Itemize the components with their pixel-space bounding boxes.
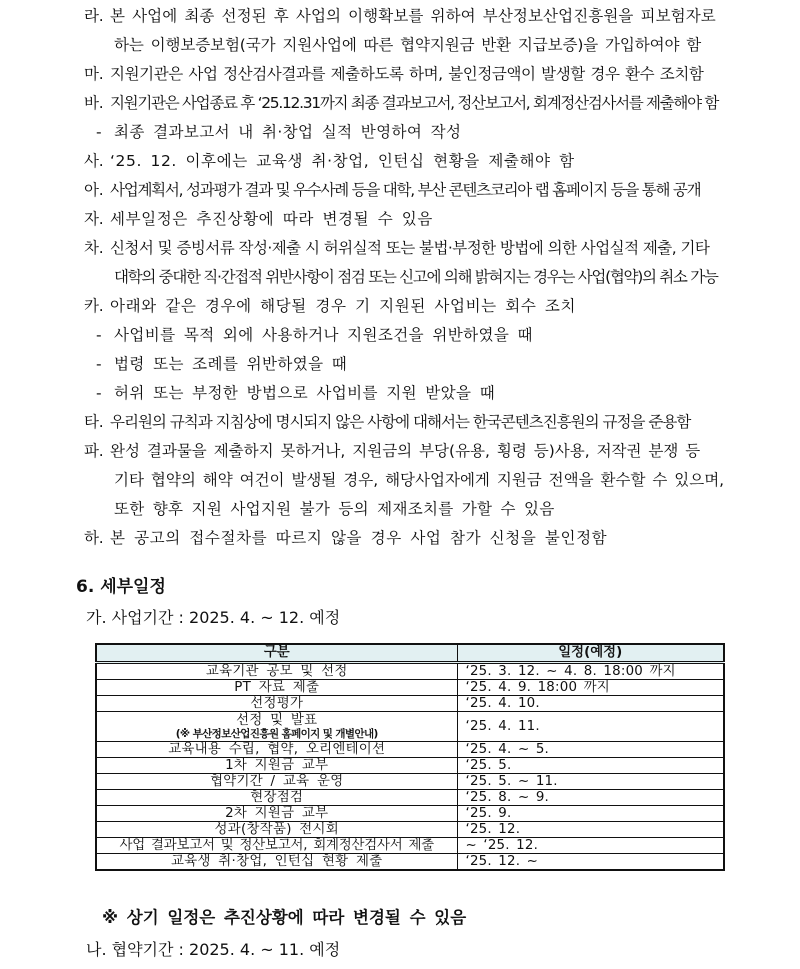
table-row [96, 758, 724, 774]
date-cell: ‘25. 4. 11. [457, 712, 724, 742]
item-label: 바. [84, 94, 104, 112]
item-continuation: 대학의 중대한 직·간접적 위반사항이 점검 또는 신고에 의해 밝혀지는 경우는 사업(협약)의 취소 가능 [114, 268, 718, 286]
dash-bullet: - [96, 355, 102, 373]
item-label: 마. [84, 65, 104, 83]
table-row [96, 742, 724, 758]
item-text: 사업계획서, 성과평가 결과 및 우수사례 등을 대학, 부산 콘텐츠코리아 랩 홈페이지 등을 통해 공개 [110, 181, 701, 199]
date-cell: ‘25. 4. 9. 18:00 까지 [457, 680, 724, 696]
category-cell: 현장점검 [96, 790, 457, 806]
dash-bullet: - [96, 123, 102, 141]
table-header-row [96, 644, 724, 663]
category-cell: 협약기간 / 교육 운영 [96, 774, 457, 790]
table-row [96, 854, 724, 871]
schedule-change-note: ※ 상기 일정은 추진상황에 따라 변경될 수 있음 [102, 908, 467, 927]
item-label: 자. [84, 210, 104, 228]
category-cell: PT 자료 제출 [96, 680, 457, 696]
date-cell: ‘25. 9. [457, 806, 724, 822]
dash-bullet: - [96, 384, 102, 402]
category-cell: 성과(창작품) 전시회 [96, 822, 457, 838]
table-row [96, 838, 724, 854]
item-text: 지원기관은 사업 정산검사결과를 제출하도록 하며, 불인정금액이 발생할 경우 환수 조치함 [110, 65, 704, 83]
date-cell: ‘25. 4. 10. [457, 696, 724, 712]
category-cell: 2차 지원금 교부 [96, 806, 457, 822]
table-row [96, 680, 724, 696]
category-cell: 사업 결과보고서 및 정산보고서, 회계정산검사서 제출 [96, 838, 457, 854]
date-cell: ‘25. 12. ~ [457, 854, 724, 871]
table-row [96, 806, 724, 822]
category-cell [96, 712, 457, 742]
item-label: 카. [84, 297, 104, 315]
item-label: 차. [84, 239, 104, 257]
category-cell: 교육내용 수립, 협약, 오리엔테이션 [96, 742, 457, 758]
section-title: 6. 세부일정 [76, 577, 166, 597]
item-continuation: 하는 이행보증보험(국가 지원사업에 따른 협약지원금 반환 지급보증)을 가입하여야 함 [114, 36, 702, 54]
item-text: ‘25. 12. 이후에는 교육생 취·창업, 인턴십 현황을 제출해야 함 [110, 152, 575, 170]
item-label: 파. [84, 442, 104, 460]
date-cell: ‘25. 12. [457, 822, 724, 838]
date-cell: ‘25. 4. ~ 5. [457, 742, 724, 758]
item-continuation: 또한 향후 지원 사업지원 불가 등의 제재조치를 가할 수 있음 [114, 500, 555, 518]
table-row [96, 712, 724, 742]
item-text: 우리원의 규칙과 지침상에 명시되지 않은 사항에 대해서는 한국콘텐츠진흥원의 규정을 준용함 [110, 413, 691, 431]
table-row [96, 663, 724, 680]
table-row [96, 774, 724, 790]
agreement-period: 나. 협약기간 : 2025. 4. ~ 11. 예정 [86, 940, 341, 959]
item-text: 본 사업에 최종 선정된 후 사업의 이행확보를 위하여 부산정보산업진흥원을 피보험자로 [110, 7, 716, 25]
item-text: 신청서 및 증빙서류 작성·제출 시 허위실적 또는 불법·부정한 방법에 의한 사업실적 제출, 기타 [110, 239, 710, 257]
date-cell: ‘25. 5. [457, 758, 724, 774]
date-cell: ‘25. 5. ~ 11. [457, 774, 724, 790]
schedule-table [95, 643, 725, 871]
business-period: 가. 사업기간 : 2025. 4. ~ 12. 예정 [86, 608, 341, 627]
item-continuation: 기타 협약의 해약 여건이 발생될 경우, 해당사업자에게 지원금 전액을 환수할 수 있으며, [114, 471, 725, 489]
item-text: 완성 결과물을 제출하지 못하거나, 지원금의 부당(유용, 횡령 등)사용, 저작권 분쟁 등 [110, 442, 701, 460]
category-text: 선정 및 발표 [236, 712, 318, 728]
category-note: (※ 부산정보산업진흥원 홈페이지 및 개별안내) [175, 727, 378, 740]
table-row [96, 822, 724, 838]
item-label: 라. [84, 7, 104, 25]
item-text: 아래와 같은 경우에 해당될 경우 기 지원된 사업비는 회수 조치 [110, 297, 577, 315]
sub-item-text: 법령 또는 조례를 위반하였을 때 [114, 355, 348, 373]
item-label: 사. [84, 152, 104, 170]
column-header-schedule: 일정(예정) [457, 644, 724, 663]
column-header-category: 구분 [96, 644, 457, 663]
item-text: 본 공고의 접수절차를 따르지 않을 경우 사업 참가 신청을 불인정함 [110, 529, 608, 547]
sub-item-text: 최종 결과보고서 내 취·창업 실적 반영하여 작성 [114, 123, 462, 141]
category-cell: 1차 지원금 교부 [96, 758, 457, 774]
category-cell: 교육기관 공모 및 선정 [96, 663, 457, 680]
dash-bullet: - [96, 326, 102, 344]
sub-item-text: 허위 또는 부정한 방법으로 사업비를 지원 받았을 때 [114, 384, 496, 402]
item-label: 타. [84, 413, 104, 431]
category-cell: 교육생 취·창업, 인턴십 현황 제출 [96, 854, 457, 871]
date-cell: ‘25. 3. 12. ~ 4. 8. 18:00 까지 [457, 663, 724, 680]
category-cell: 선정평가 [96, 696, 457, 712]
table-row [96, 790, 724, 806]
item-text: 세부일정은 추진상황에 따라 변경될 수 있음 [110, 210, 433, 228]
date-cell: ~ ‘25. 12. [457, 838, 724, 854]
table-row [96, 696, 724, 712]
date-cell: ‘25. 8. ~ 9. [457, 790, 724, 806]
item-text: 지원기관은 사업종료 후 ‘25.12.31까지 최종 결과보고서, 정산보고서, 회계정산검사서를 제출해야 함 [110, 94, 719, 112]
item-label: 하. [84, 529, 104, 547]
item-label: 아. [84, 181, 104, 199]
sub-item-text: 사업비를 목적 외에 사용하거나 지원조건을 위반하였을 때 [114, 326, 533, 344]
